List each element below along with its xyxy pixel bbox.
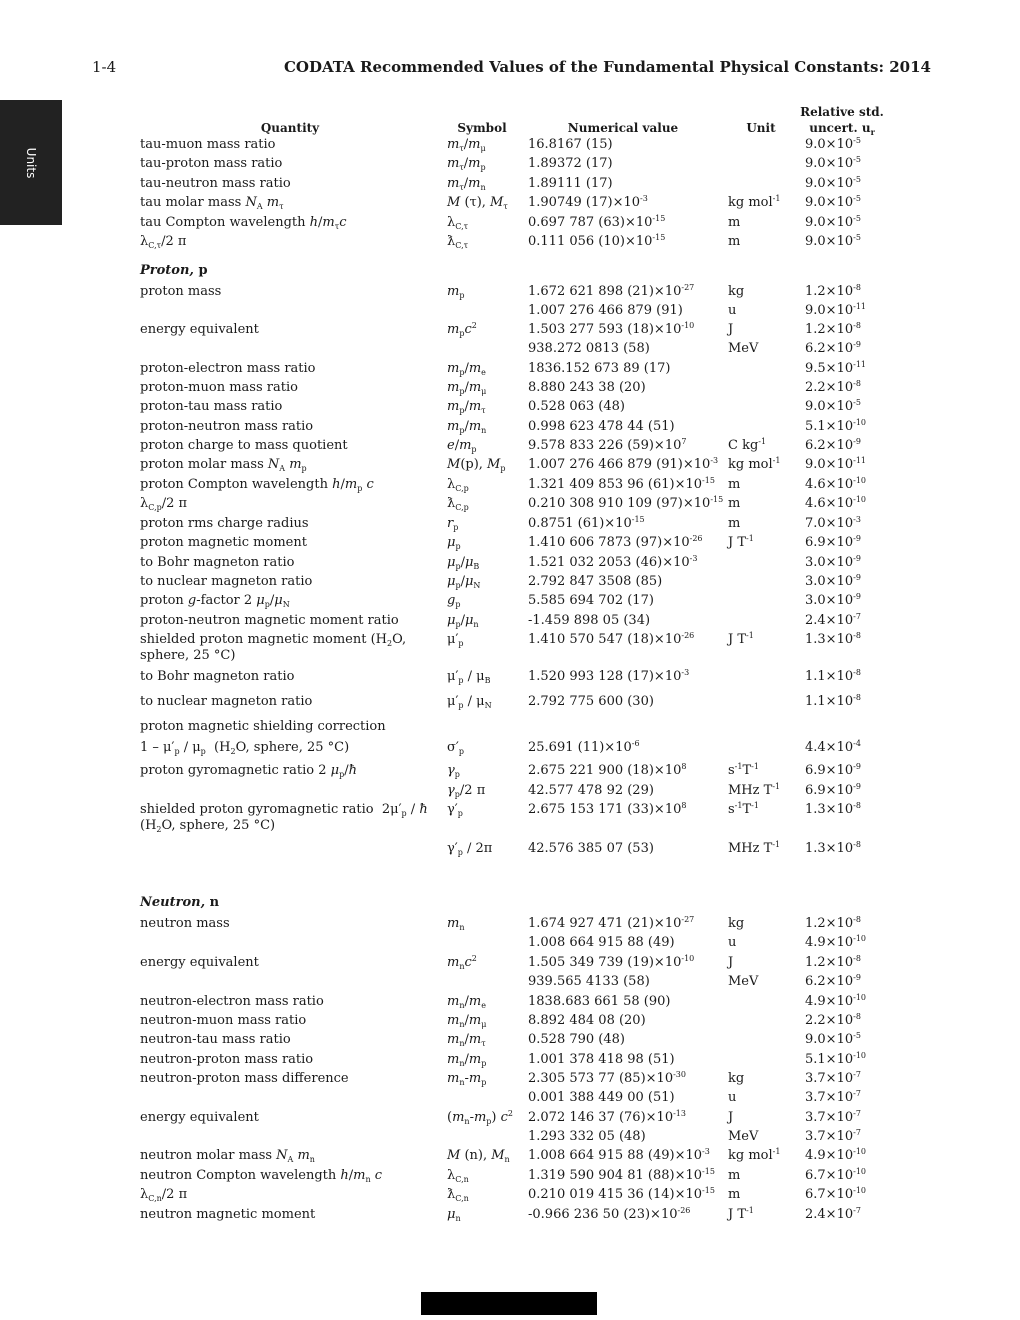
column-header-value: Numerical value — [567, 121, 679, 135]
row-value: 2.305 573 77 $(85)\times 10^{-30}$ — [528, 1070, 686, 1086]
row-quantity: proton rms charge radius — [140, 516, 309, 531]
row-value: 9.578 833 226 $(59)\times 10^7$ — [528, 437, 687, 453]
row-quantity: neutron-proton mass difference — [140, 1071, 349, 1086]
row-quantity: neutron Compton wavelength $h/m_n$ c — [140, 1168, 383, 1184]
row-symbol: $\gamma'_p$ — [447, 802, 463, 818]
row-uncertainty: $9.0\times 10^{-5}$ — [805, 233, 861, 249]
row-quantity: proton-electron mass ratio — [140, 361, 316, 376]
row-uncertainty: $6.9\times 10^{-9}$ — [805, 782, 861, 798]
row-symbol: $\lambda_{C,\tau}$ — [447, 215, 469, 231]
row-symbol: $m_n/m_p$ — [447, 1052, 487, 1068]
row-quantity: proton magnetic shielding correction — [140, 719, 386, 734]
row-quantity: proton magnetic moment — [140, 535, 307, 550]
row-quantity: neutron-muon mass ratio — [140, 1013, 307, 1028]
row-quantity: neutron molar mass $N_A$ $m_n$ — [140, 1148, 315, 1164]
row-uncertainty: $3.0\times 10^{-9}$ — [805, 554, 861, 570]
row-uncertainty: $9.0\times 10^{-11}$ — [805, 302, 866, 318]
row-quantity: neutron magnetic moment — [140, 1207, 316, 1222]
row-uncertainty: $9.5\times 10^{-11}$ — [805, 360, 866, 376]
row-quantity: neutron-tau mass ratio — [140, 1032, 291, 1047]
row-uncertainty: $6.2\times 10^{-9}$ — [805, 437, 861, 453]
row-unit: kg — [728, 284, 745, 299]
row-quantity: proton Compton wavelength $h/m_p$ c — [140, 477, 374, 493]
row-quantity: shielded proton magnetic moment ($H_2O$, sphere, 25 °C) — [140, 632, 407, 663]
row-quantity: shielded proton gyromagnetic ratio $2\mu'_p$ / ħ ($H_2O$, sphere, 25 °C) — [140, 802, 428, 834]
row-symbol: M (n), $M_n$ — [447, 1148, 510, 1164]
row-symbol: $m_\tau/m_p$ — [447, 156, 486, 172]
row-unit: kg — [728, 916, 745, 931]
side-tab-label: Units — [24, 147, 38, 178]
row-quantity: neutron-proton mass ratio — [140, 1052, 314, 1067]
row-quantity: to nuclear magneton ratio — [140, 574, 313, 589]
row-value: 1.319 590 904 81 $(88)\times 10^{-15}$ — [528, 1167, 715, 1183]
row-value: 25.691 $(11)\times 10^{-6}$ — [528, 739, 640, 755]
row-uncertainty: $1.2\times 10^{-8}$ — [805, 321, 861, 337]
row-symbol: $r_p$ — [447, 516, 459, 532]
row-symbol: $\lambda_{C,n}$ — [447, 1168, 469, 1184]
row-unit: MeV — [728, 974, 759, 989]
row-symbol: $\mu_p/\mu_n$ — [447, 613, 479, 629]
row-value: 0.001 388 449 00 (51) — [528, 1090, 675, 1105]
row-uncertainty: $4.6\times 10^{-10}$ — [805, 495, 866, 511]
row-symbol: $ƛ_{C,n}$ — [447, 1187, 469, 1203]
section-title: Proton, — [140, 263, 194, 278]
row-value: -1.459 898 05 (34) — [528, 613, 651, 628]
row-uncertainty: $9.0\times 10^{-5}$ — [805, 136, 861, 152]
row-value: 1.008 664 915 88 (49) — [528, 935, 675, 950]
row-unit: m — [728, 215, 741, 230]
row-symbol: $m_n/m_e$ — [447, 994, 486, 1010]
row-quantity: proton-neutron mass ratio — [140, 419, 314, 434]
row-value: 42.576 385 07 (53) — [528, 841, 654, 856]
row-uncertainty: $9.0\times 10^{-11}$ — [805, 456, 866, 472]
row-uncertainty: $9.0\times 10^{-5}$ — [805, 214, 861, 230]
row-uncertainty: $9.0\times 10^{-5}$ — [805, 398, 861, 414]
section-symbol: n — [205, 895, 220, 910]
row-value: 0.697 787 $(63)\times 10^{-15}$ — [528, 214, 666, 230]
row-symbol: $\mu_p$ — [447, 535, 461, 551]
row-quantity: $\lambda_{C,n}/2$ π — [140, 1187, 188, 1203]
row-uncertainty: $1.1\times 10^{-8}$ — [805, 693, 861, 709]
row-quantity: neutron-electron mass ratio — [140, 994, 324, 1009]
row-symbol: $\mu_p/\mu_N$ — [447, 574, 481, 590]
row-unit: MHz $T^{-1}$ — [728, 782, 781, 798]
row-unit: kg — [728, 1071, 745, 1086]
row-unit: MHz $T^{-1}$ — [728, 840, 781, 856]
row-symbol: M (τ), $M_\tau$ — [447, 195, 508, 211]
row-unit: m — [728, 496, 741, 511]
row-unit: u — [728, 935, 737, 950]
row-value: 1.521 032 2053 $(46)\times 10^{-3}$ — [528, 554, 698, 570]
row-value: 0.8751 $(61)\times 10^{-15}$ — [528, 515, 645, 531]
row-quantity: tau-proton mass ratio — [140, 156, 283, 171]
row-value: 1.007 276 466 879 (91) — [528, 303, 683, 318]
row-unit: m — [728, 516, 741, 531]
row-value: 16.8167 (15) — [528, 137, 613, 152]
row-value: 2.675 153 171 $(33)\times 10^8$ — [528, 801, 687, 817]
row-uncertainty: $4.4\times 10^{-4}$ — [805, 739, 861, 755]
row-symbol: $\lambda_{C,p}$ — [447, 477, 469, 493]
row-unit: u — [728, 1090, 737, 1105]
row-symbol: $m_nc^2$ — [447, 954, 477, 971]
row-quantity: $\lambda_{C,\tau}/2$ π — [140, 234, 187, 250]
row-symbol: $\mu'_p / \mu_N$ — [447, 694, 492, 710]
row-symbol: $m_\tau/m_\mu$ — [447, 137, 486, 153]
row-quantity: tau molar mass $N_A$ $m_\tau$ — [140, 195, 284, 211]
row-value: 1838.683 661 58 (90) — [528, 994, 671, 1009]
row-quantity: proton mass — [140, 284, 222, 299]
footer-bar — [421, 1292, 597, 1315]
row-value: 1.520 993 128 $(17)\times 10^{-3}$ — [528, 668, 690, 684]
row-value: 1.89372 (17) — [528, 156, 613, 171]
row-symbol: $\sigma'_p$ — [447, 740, 464, 756]
row-unit: MeV — [728, 1129, 759, 1144]
row-uncertainty: $6.9\times 10^{-9}$ — [805, 762, 861, 778]
section-heading — [140, 263, 208, 278]
row-value: 1.90749 $(17)\times 10^{-3}$ — [528, 194, 648, 210]
row-uncertainty: $6.7\times 10^{-10}$ — [805, 1186, 866, 1202]
row-value: 1.672 621 898 $(21)\times 10^{-27}$ — [528, 283, 695, 299]
row-value: 939.565 4133 (58) — [528, 974, 650, 989]
row-symbol: $\mu_p/\mu_B$ — [447, 555, 480, 571]
column-header-quantity: Quantity — [260, 121, 320, 135]
column-header-unit: Unit — [746, 121, 776, 135]
row-unit: m — [728, 477, 741, 492]
row-uncertainty: $4.9\times 10^{-10}$ — [805, 1147, 866, 1163]
row-value: 1.503 277 593 $(18)\times 10^{-10}$ — [528, 321, 695, 337]
row-quantity: tau-muon mass ratio — [140, 137, 276, 152]
row-unit: MeV — [728, 341, 759, 356]
row-quantity: to Bohr magneton ratio — [140, 555, 295, 570]
row-uncertainty: $6.2\times 10^{-9}$ — [805, 340, 861, 356]
row-symbol: $m_p/m_\mu$ — [447, 380, 487, 396]
row-quantity: to nuclear magneton ratio — [140, 694, 313, 709]
row-symbol: $m_p$ — [447, 284, 465, 300]
row-quantity: energy equivalent — [140, 1110, 259, 1125]
row-unit: $s^{-1}T^{-1}$ — [728, 801, 759, 817]
row-symbol: $\gamma_p/2$ π — [447, 783, 486, 799]
row-quantity: energy equivalent — [140, 322, 259, 337]
row-unit: J — [728, 955, 734, 970]
row-quantity: proton-tau mass ratio — [140, 399, 283, 414]
row-unit: kg mol$^{-1}$ — [728, 1147, 781, 1163]
row-uncertainty: $9.0\times 10^{-5}$ — [805, 155, 861, 171]
uncert-sub: r — [870, 127, 875, 137]
row-value: 0.111 056 $(10)\times 10^{-15}$ — [528, 233, 666, 249]
row-symbol: $m_p/m_e$ — [447, 361, 486, 377]
row-uncertainty: $6.7\times 10^{-10}$ — [805, 1167, 866, 1183]
row-symbol: $m_p/m_n$ — [447, 419, 487, 435]
row-uncertainty: $3.0\times 10^{-9}$ — [805, 592, 861, 608]
row-unit: m — [728, 234, 741, 249]
row-uncertainty: $1.3\times 10^{-8}$ — [805, 631, 861, 647]
row-uncertainty: $2.2\times 10^{-8}$ — [805, 1012, 861, 1028]
row-uncertainty: $4.9\times 10^{-10}$ — [805, 993, 866, 1009]
row-uncertainty: $2.2\times 10^{-8}$ — [805, 379, 861, 395]
row-value: 938.272 0813 (58) — [528, 341, 650, 356]
row-quantity: neutron mass — [140, 916, 230, 931]
row-uncertainty: $1.2\times 10^{-8}$ — [805, 283, 861, 299]
row-value: 2.072 146 37 $(76)\times 10^{-13}$ — [528, 1109, 686, 1125]
row-symbol: $ƛ_{C,\tau}$ — [447, 234, 469, 250]
row-value: 2.675 221 900 $(18)\times 10^8$ — [528, 762, 687, 778]
row-symbol: $e/m_p$ — [447, 438, 477, 454]
row-uncertainty: $6.2\times 10^{-9}$ — [805, 973, 861, 989]
row-value: 1.674 927 471 $(21)\times 10^{-27}$ — [528, 915, 695, 931]
row-symbol: $m_n-m_p$ — [447, 1071, 487, 1087]
row-uncertainty: $1.3\times 10^{-8}$ — [805, 801, 861, 817]
row-value: 5.585 694 702 (17) — [528, 593, 654, 608]
row-value: 1.505 349 739 $(19)\times 10^{-10}$ — [528, 954, 695, 970]
row-value: 1.410 606 7873 $(97)\times 10^{-26}$ — [528, 534, 703, 550]
row-quantity: tau-neutron mass ratio — [140, 176, 291, 191]
section-symbol: p — [193, 263, 208, 278]
row-uncertainty: $3.7\times 10^{-7}$ — [805, 1128, 861, 1144]
uncert-line2: uncert. u — [809, 121, 871, 135]
row-value: 1.001 378 418 98 (51) — [528, 1052, 675, 1067]
row-uncertainty: $1.1\times 10^{-8}$ — [805, 668, 861, 684]
row-value: 1.008 664 915 88 $(49)\times 10^{-3}$ — [528, 1147, 710, 1163]
row-uncertainty: $2.4\times 10^{-7}$ — [805, 612, 861, 628]
row-symbol: $\gamma_p$ — [447, 763, 460, 779]
row-quantity: proton molar mass $N_A$ $m_p$ — [140, 457, 307, 473]
row-uncertainty: $4.6\times 10^{-10}$ — [805, 476, 866, 492]
row-uncertainty: $7.0\times 10^{-3}$ — [805, 515, 861, 531]
row-symbol: $(m_n-m_p)$ $c^2$ — [447, 1109, 514, 1126]
row-unit: J $T^{-1}$ — [728, 631, 754, 647]
row-value: 2.792 847 3508 (85) — [528, 574, 663, 589]
row-quantity: energy equivalent — [140, 955, 259, 970]
row-symbol: $m_n$ — [447, 916, 465, 932]
row-symbol: $ƛ_{C,p}$ — [447, 496, 469, 512]
row-unit: kg mol$^{-1}$ — [728, 194, 781, 210]
row-symbol: $m_p/m_\tau$ — [447, 399, 486, 415]
row-unit: J $T^{-1}$ — [728, 1206, 754, 1222]
row-quantity: proton-muon mass ratio — [140, 380, 298, 395]
row-value: 0.528 063 (48) — [528, 399, 625, 414]
row-symbol: $m_n/m_\tau$ — [447, 1032, 486, 1048]
row-quantity: tau Compton wavelength $h/m_\tau c$ — [140, 215, 347, 231]
row-symbol: $\mu'_p / \mu_B$ — [447, 669, 491, 685]
row-value: -0.966 236 50 $(23)\times 10^{-26}$ — [528, 1206, 691, 1222]
row-quantity: proton-neutron magnetic moment ratio — [140, 613, 399, 628]
row-value: 0.998 623 478 44 (51) — [528, 419, 675, 434]
uncert-line1: Relative std. — [800, 105, 884, 119]
row-value: 1.89111 (17) — [528, 176, 613, 191]
row-uncertainty: $5.1\times 10^{-10}$ — [805, 1051, 866, 1067]
row-symbol: $\gamma'_p / 2\pi$ — [447, 841, 493, 857]
row-value: 1836.152 673 89 (17) — [528, 361, 671, 376]
row-value: 2.792 775 600 (30) — [528, 694, 654, 709]
section-heading — [140, 895, 219, 910]
row-uncertainty: $5.1\times 10^{-10}$ — [805, 418, 866, 434]
row-unit: kg mol$^{-1}$ — [728, 456, 781, 472]
row-unit: J — [728, 1110, 734, 1125]
row-symbol: $\mu_n$ — [447, 1207, 461, 1223]
row-quantity: proton gyromagnetic ratio 2 $\mu_p/ħ$ — [140, 763, 357, 779]
row-value: 1.410 570 547 $(18)\times 10^{-26}$ — [528, 631, 695, 647]
row-uncertainty: $1.3\times 10^{-8}$ — [805, 840, 861, 856]
row-uncertainty: $3.7\times 10^{-7}$ — [805, 1109, 861, 1125]
row-symbol: $g_p$ — [447, 593, 461, 609]
row-value: 0.210 019 415 36 $(14)\times 10^{-15}$ — [528, 1186, 715, 1202]
row-value: 8.880 243 38 (20) — [528, 380, 646, 395]
row-uncertainty: $9.0\times 10^{-5}$ — [805, 194, 861, 210]
row-unit: $s^{-1}T^{-1}$ — [728, 762, 759, 778]
row-unit: J $T^{-1}$ — [728, 534, 754, 550]
page-number: 1-4 — [92, 58, 117, 76]
row-symbol: M(p), $M_p$ — [447, 457, 506, 473]
row-uncertainty: $4.9\times 10^{-10}$ — [805, 934, 866, 950]
row-unit: J — [728, 322, 734, 337]
row-uncertainty: $6.9\times 10^{-9}$ — [805, 534, 861, 550]
row-value: 1.007 276 466 879 $(91)\times 10^{-3}$ — [528, 456, 719, 472]
row-uncertainty: $3.7\times 10^{-7}$ — [805, 1089, 861, 1105]
row-quantity: $\lambda_{C,p}/2$ π — [140, 496, 188, 512]
row-value: 0.528 790 (48) — [528, 1032, 625, 1047]
row-uncertainty: $2.4\times 10^{-7}$ — [805, 1206, 861, 1222]
row-symbol: $m_pc^2$ — [447, 321, 477, 338]
row-quantity: to Bohr magneton ratio — [140, 669, 295, 684]
row-unit: m — [728, 1187, 741, 1202]
column-header-symbol: Symbol — [457, 121, 507, 135]
row-quantity: proton charge to mass quotient — [140, 438, 348, 453]
row-uncertainty: $3.7\times 10^{-7}$ — [805, 1070, 861, 1086]
row-value: 1.321 409 853 96 $(61)\times 10^{-15}$ — [528, 476, 715, 492]
row-unit: u — [728, 303, 737, 318]
row-value: 0.210 308 910 109 $(97)\times 10^{-15}$ — [528, 495, 724, 511]
row-unit: m — [728, 1168, 741, 1183]
row-value: 42.577 478 92 (29) — [528, 783, 654, 798]
row-uncertainty: $3.0\times 10^{-9}$ — [805, 573, 861, 589]
row-uncertainty: $9.0\times 10^{-5}$ — [805, 1031, 861, 1047]
row-quantity: $1 - \mu'_p / \mu_p$ ($H_2O$, sphere, 25 °C) — [140, 740, 350, 756]
row-uncertainty: $1.2\times 10^{-8}$ — [805, 915, 861, 931]
row-symbol: $m_n/m_\mu$ — [447, 1013, 487, 1029]
row-unit: C $kg^{-1}$ — [728, 437, 767, 453]
row-value: 8.892 484 08 (20) — [528, 1013, 646, 1028]
row-symbol: $\mu'_p$ — [447, 632, 464, 648]
row-symbol: $m_\tau/m_n$ — [447, 176, 486, 192]
row-value: 1.293 332 05 (48) — [528, 1129, 646, 1144]
row-quantity: proton g-factor 2 $\mu_p/\mu_N$ — [140, 593, 290, 609]
row-uncertainty: $1.2\times 10^{-8}$ — [805, 954, 861, 970]
row-uncertainty: $9.0\times 10^{-5}$ — [805, 175, 861, 191]
running-head: CODATA Recommended Values of the Fundamental Physical Constants: 2014 — [283, 58, 931, 76]
section-title: Neutron, — [140, 895, 206, 910]
